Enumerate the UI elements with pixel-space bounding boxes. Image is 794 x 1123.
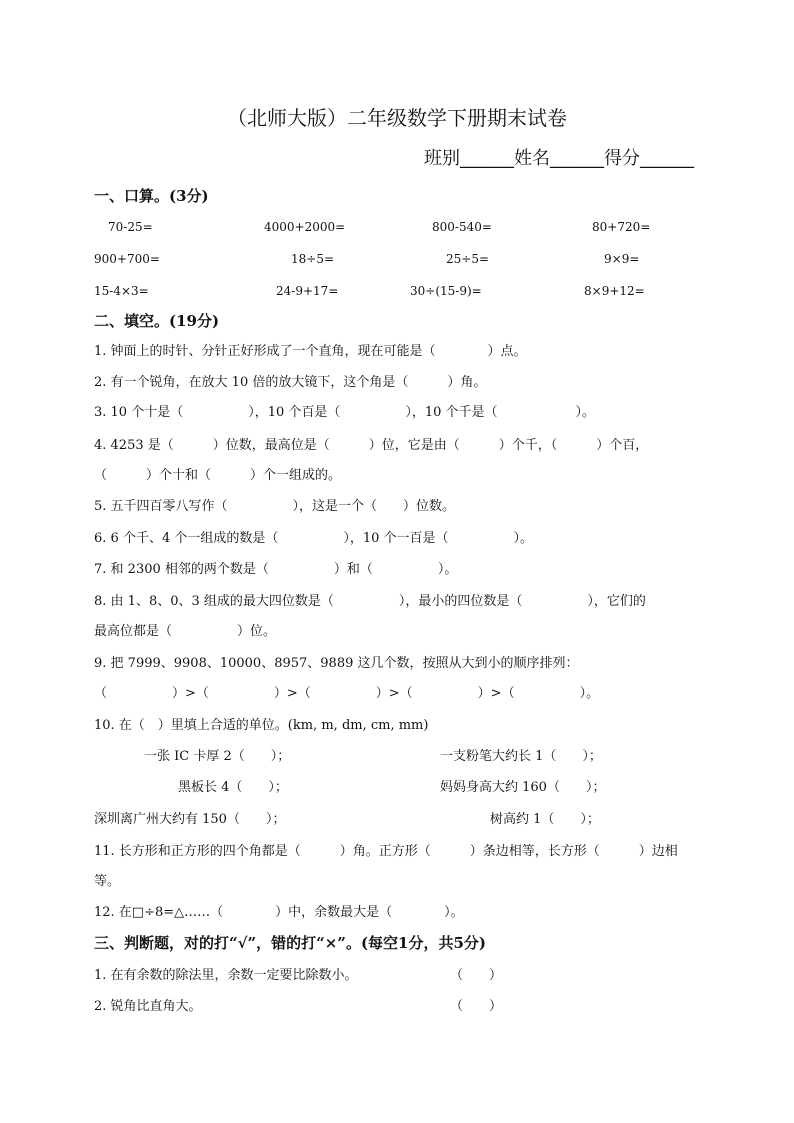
question-2-8-line-2: 最高位都是（ ）位。: [94, 624, 277, 639]
section-3-heading: 三、判断题，对的打“√”，错的打“×”。(每空1分，共5分): [94, 934, 487, 952]
calc-item: 8×9+12=: [584, 284, 645, 298]
unit-item: 一张 IC 卡厚 2（ ）；: [144, 749, 291, 764]
question-2-4-line-2: （ ）个十和（ ）个一组成的。: [94, 468, 342, 483]
question-2-11-line-2: 等。: [94, 874, 121, 889]
question-2-7: 7. 和 2300 相邻的两个数是（ ）和（ ）。: [94, 562, 458, 577]
question-2-11-line-1: 11. 长方形和正方形的四个角都是（ ）角。正方形（ ）条边相等，长方形（ ）边相: [94, 844, 678, 859]
calc-item: 30÷(15-9)=: [410, 284, 482, 298]
student-info-line: 班别______姓名______得分______: [424, 148, 694, 169]
calc-item: 18÷5=: [291, 252, 335, 266]
judge-question-1: 1. 在有余数的除法里，余数一定要比除数小。: [94, 968, 358, 983]
calc-item: 80+720=: [592, 220, 651, 234]
question-2-3: 3. 10 个十是（ ），10 个百是（ ），10 个千是（ ）。: [94, 405, 596, 420]
question-2-9-line-1: 9. 把 7999、9908、10000、8957、9889 这几个数，按照从大到小的顺序排列：: [94, 656, 579, 671]
question-2-4-line-1: 4. 4253 是（ ）位数，最高位是（ ）位，它是由（ ）个千，（ ）个百，: [94, 438, 649, 453]
judge-question-2: 2. 锐角比直角大。: [94, 999, 202, 1014]
question-2-6: 6. 6 个千、4 个一组成的数是（ ），10 个一百是（ ）。: [94, 531, 534, 546]
calc-item: 25÷5=: [446, 252, 490, 266]
calc-item: 70-25=: [108, 220, 153, 234]
calc-item: 900+700=: [94, 252, 160, 266]
unit-item: 妈妈身高大约 160（ ）；: [440, 780, 606, 795]
calc-item: 4000+2000=: [264, 220, 346, 234]
unit-item: 一支粉笔大约长 1（ ）；: [440, 749, 602, 764]
question-2-2: 2. 有一个锐角，在放大 10 倍的放大镜下，这个角是（ ）角。: [94, 375, 487, 390]
question-2-9-line-2: （ ）>（ ）>（ ）>（ ）>（ ）。: [94, 686, 600, 701]
section-1-heading: 一、口算。(3分): [94, 187, 209, 205]
calc-item: 15-4×3=: [94, 284, 149, 298]
question-2-12: 12. 在□÷8=△……（ ）中，余数最大是（ ）。: [94, 905, 464, 920]
question-2-5: 5. 五千四百零八写作（ ），这是一个（ ）位数。: [94, 499, 456, 514]
question-2-8-line-1: 8. 由 1、8、0、3 组成的最大四位数是（ ），最小的四位数是（ ），它们的: [94, 594, 646, 609]
unit-item: 深圳离广州大约有 150（ ）；: [94, 812, 286, 827]
section-2-heading: 二、填空。(19分): [94, 312, 220, 330]
judge-answer-bracket-2[interactable]: （ ）: [450, 999, 503, 1014]
calc-item: 800-540=: [432, 220, 492, 234]
calc-item: 24-9+17=: [276, 284, 339, 298]
judge-answer-bracket-1[interactable]: （ ）: [450, 968, 503, 983]
unit-item: 树高约 1（ ）；: [490, 812, 600, 827]
calc-item: 9×9=: [604, 252, 640, 266]
unit-item: 黑板长 4（ ）；: [178, 780, 288, 795]
question-2-10: 10. 在（ ）里填上合适的单位。(km, m, dm, cm, mm): [94, 718, 429, 733]
question-2-1: 1. 钟面上的时针、分针正好形成了一个直角，现在可能是（ ）点。: [94, 344, 527, 359]
exam-title: （北师大版）二年级数学下册期末试卷: [227, 106, 567, 130]
